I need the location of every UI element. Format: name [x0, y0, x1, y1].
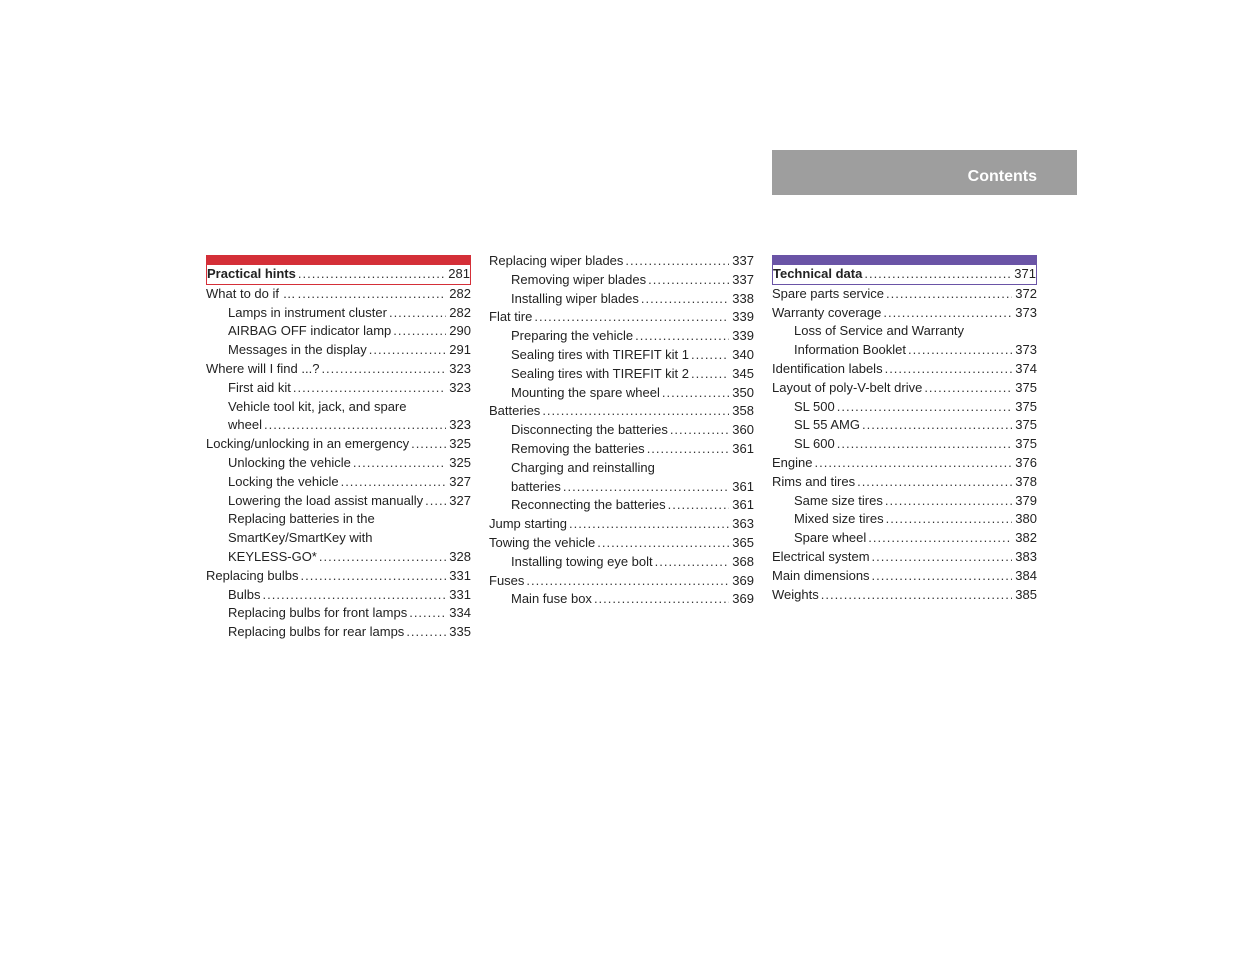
- toc-entry-page: 375: [1015, 417, 1037, 433]
- toc-entry-page: 361: [732, 497, 754, 513]
- toc-entry-title: wheel: [228, 417, 262, 433]
- toc-list: [772, 285, 1037, 605]
- toc-entry-page: 345: [732, 365, 754, 381]
- toc-entry-title: Mounting the spare wheel: [511, 384, 660, 400]
- toc-entry-page: 339: [732, 328, 754, 344]
- toc-list: [489, 252, 754, 609]
- toc-entry[interactable]: [206, 473, 471, 492]
- toc-entry-page: 282: [449, 304, 471, 320]
- dot-leader: [837, 435, 1013, 454]
- toc-entry[interactable]: [206, 492, 471, 511]
- toc-entry-title: Replacing batteries in the: [228, 511, 375, 527]
- toc-entry-page: 334: [449, 605, 471, 621]
- toc-entry-title: Sealing tires with TIREFIT kit 1: [511, 346, 689, 362]
- toc-entry-page: 383: [1015, 548, 1037, 564]
- toc-entry-title: SL 500: [794, 398, 835, 414]
- toc-entry-page: 338: [732, 290, 754, 306]
- toc-entry-page: 323: [449, 417, 471, 433]
- dot-leader: [868, 529, 1012, 548]
- toc-entry[interactable]: [489, 515, 754, 534]
- toc-entry-title: Replacing bulbs: [206, 567, 299, 583]
- toc-entry[interactable]: [489, 572, 754, 591]
- toc-entry-title: Messages in the display: [228, 342, 367, 358]
- dot-leader: [655, 553, 730, 572]
- dot-leader: [542, 402, 729, 421]
- dot-leader: [668, 496, 730, 515]
- toc-entry-page: 375: [1015, 436, 1037, 452]
- toc-entry[interactable]: [489, 496, 754, 515]
- dot-leader: [321, 360, 446, 379]
- toc-entry-title: Bulbs: [228, 586, 261, 602]
- section-title: Practical hints: [207, 266, 296, 281]
- toc-entry-title: Fuses: [489, 572, 525, 588]
- toc-entry[interactable]: [489, 271, 754, 290]
- dot-leader: [864, 265, 1011, 284]
- toc-entry-page: 323: [449, 379, 471, 395]
- toc-entry[interactable]: [206, 435, 471, 454]
- toc-entry[interactable]: [206, 322, 471, 341]
- dot-leader: [662, 384, 729, 403]
- toc-entry-title: Installing towing eye bolt: [511, 553, 653, 569]
- toc-entry[interactable]: [772, 322, 1037, 341]
- toc-entry-title: Removing wiper blades: [511, 271, 647, 287]
- toc-entry-page: 375: [1015, 379, 1037, 395]
- toc-entry-title: batteries: [511, 478, 561, 494]
- dot-leader: [293, 379, 446, 398]
- toc-entry[interactable]: [772, 529, 1037, 548]
- toc-entry-page: 350: [732, 384, 754, 400]
- toc-entry-page: 337: [732, 253, 754, 268]
- section-color-bar-practical-hints: [206, 255, 471, 265]
- toc-entry-title: Warranty coverage: [772, 304, 882, 320]
- toc-entry-title: Loss of Service and Warranty: [794, 323, 965, 339]
- toc-entry-title: Batteries: [489, 403, 541, 419]
- toc-entry[interactable]: [489, 534, 754, 553]
- dot-leader: [908, 341, 1012, 360]
- toc-entry-page: 373: [1015, 304, 1037, 320]
- toc-entry-title: Vehicle tool kit, jack, and spare: [228, 398, 407, 414]
- dot-leader: [872, 567, 1013, 586]
- toc-entry-title: First aid kit: [228, 379, 291, 395]
- dot-leader: [597, 534, 729, 553]
- dot-leader: [594, 590, 729, 609]
- contents-header-tab: [772, 150, 1077, 195]
- toc-entry-title: Electrical system: [772, 548, 870, 564]
- dot-leader: [648, 271, 729, 290]
- section-heading-technical-data[interactable]: [772, 265, 1037, 285]
- toc-entry-page: 369: [732, 591, 754, 607]
- dot-leader: [886, 510, 1013, 529]
- dot-leader: [821, 586, 1013, 605]
- toc-entry[interactable]: [489, 478, 754, 497]
- toc-entry[interactable]: [206, 510, 471, 529]
- toc-entry[interactable]: [489, 327, 754, 346]
- toc-entry[interactable]: [772, 567, 1037, 586]
- toc-entry-page: 360: [732, 422, 754, 438]
- dot-leader: [409, 604, 446, 623]
- toc-entry[interactable]: [489, 365, 754, 384]
- toc-entry[interactable]: [206, 398, 471, 417]
- toc-entry[interactable]: [489, 290, 754, 309]
- toc-entry-page: 378: [1015, 473, 1037, 489]
- toc-entry-title: Identification labels: [772, 360, 883, 376]
- toc-entry-page: 290: [449, 323, 471, 339]
- toc-entry-page: 331: [449, 567, 471, 583]
- dot-leader: [263, 586, 447, 605]
- toc-entry-title: Towing the vehicle: [489, 534, 596, 550]
- toc-entry[interactable]: [489, 440, 754, 459]
- dot-leader: [924, 379, 1012, 398]
- toc-entry-title: Main fuse box: [511, 591, 592, 607]
- dot-leader: [369, 341, 447, 360]
- dot-leader: [885, 360, 1013, 379]
- dot-leader: [883, 304, 1012, 323]
- toc-entry[interactable]: [489, 590, 754, 609]
- toc-entry-page: 375: [1015, 398, 1037, 414]
- dot-leader: [534, 308, 729, 327]
- toc-entry[interactable]: [206, 379, 471, 398]
- section-heading-practical-hints[interactable]: [206, 265, 471, 285]
- toc-entry-page: 373: [1015, 342, 1037, 358]
- toc-entry-title: Rims and tires: [772, 473, 856, 489]
- toc-entry[interactable]: [206, 416, 471, 435]
- toc-entry[interactable]: [489, 252, 754, 271]
- dot-leader: [814, 454, 1012, 473]
- dot-leader: [635, 327, 729, 346]
- toc-entry-page: 369: [732, 572, 754, 588]
- toc-entry-title: Mixed size tires: [794, 511, 884, 527]
- toc-entry-title: Replacing wiper blades: [489, 253, 624, 268]
- toc-entry-title: Engine: [772, 454, 813, 470]
- dot-leader: [341, 473, 447, 492]
- toc-entry[interactable]: [206, 567, 471, 586]
- dot-leader: [641, 290, 729, 309]
- toc-entry[interactable]: [772, 304, 1037, 323]
- dot-leader: [319, 548, 446, 567]
- toc-entry[interactable]: [772, 435, 1037, 454]
- dot-leader: [691, 346, 729, 365]
- toc-entry[interactable]: [772, 548, 1037, 567]
- toc-entry-title: SmartKey/SmartKey with: [228, 530, 373, 546]
- dot-leader: [526, 572, 729, 591]
- toc-entry-title: Sealing tires with TIREFIT kit 2: [511, 365, 689, 381]
- section-page: 281: [448, 266, 470, 281]
- dot-leader: [885, 492, 1012, 511]
- section-color-bar-technical-data: [772, 255, 1037, 265]
- toc-entry[interactable]: [206, 586, 471, 605]
- toc-entry[interactable]: [489, 459, 754, 478]
- toc-entry-page: 365: [732, 534, 754, 550]
- section-title: Technical data: [773, 266, 863, 281]
- toc-entry-title: Locking/unlocking in an emergency: [206, 436, 410, 452]
- toc-entry-page: 325: [449, 436, 471, 452]
- toc-entry-title: Lamps in instrument cluster: [228, 304, 387, 320]
- toc-entry-title: Preparing the vehicle: [511, 328, 634, 344]
- dot-leader: [625, 252, 729, 271]
- dot-leader: [569, 515, 729, 534]
- toc-entry[interactable]: [206, 341, 471, 360]
- toc-entry-page: 340: [732, 346, 754, 362]
- dot-leader: [647, 440, 730, 459]
- toc-entry[interactable]: [206, 529, 471, 548]
- toc-entry-page: 363: [732, 516, 754, 532]
- toc-entry[interactable]: [206, 304, 471, 323]
- dot-leader: [425, 492, 446, 511]
- toc-entry[interactable]: [772, 285, 1037, 304]
- toc-entry[interactable]: [772, 510, 1037, 529]
- toc-entry[interactable]: [489, 421, 754, 440]
- toc-entry-page: 361: [732, 478, 754, 494]
- toc-entry-title: Locking the vehicle: [228, 473, 339, 489]
- toc-entry-page: 368: [732, 553, 754, 569]
- dot-leader: [670, 421, 729, 440]
- toc-entry-title: SL 600: [794, 436, 835, 452]
- toc-entry[interactable]: [489, 308, 754, 327]
- toc-entry-title: Installing wiper blades: [511, 290, 639, 306]
- dot-leader: [406, 623, 446, 642]
- toc-entry-title: Lowering the load assist manually: [228, 492, 424, 508]
- dot-leader: [862, 416, 1012, 435]
- toc-entry[interactable]: [489, 553, 754, 572]
- toc-entry-page: 328: [449, 548, 471, 564]
- toc-entry-title: Disconnecting the batteries: [511, 422, 668, 438]
- dot-leader: [393, 322, 446, 341]
- toc-entry-title: Replacing bulbs for rear lamps: [228, 624, 405, 640]
- toc-entry[interactable]: [206, 548, 471, 567]
- toc-entry-title: AIRBAG OFF indicator lamp: [228, 323, 392, 339]
- toc-entry[interactable]: [772, 341, 1037, 360]
- dot-leader: [872, 548, 1013, 567]
- toc-entry-page: 379: [1015, 492, 1037, 508]
- toc-entry-title: Where will I find ...?: [206, 360, 320, 376]
- toc-entry-title: Replacing bulbs for front lamps: [228, 605, 408, 621]
- toc-entry-page: 327: [449, 473, 471, 489]
- dot-leader: [886, 285, 1012, 304]
- toc-entry-title: Weights: [772, 586, 819, 602]
- toc-entry-page: 374: [1015, 360, 1037, 376]
- toc-entry-title: Reconnecting the batteries: [511, 497, 666, 513]
- toc-entry-title: Charging and reinstalling: [511, 459, 655, 475]
- toc-entry[interactable]: [206, 604, 471, 623]
- toc-entry-page: 385: [1015, 586, 1037, 602]
- toc-entry[interactable]: [772, 416, 1037, 435]
- dot-leader: [691, 365, 729, 384]
- toc-entry[interactable]: [206, 285, 471, 304]
- toc-entry-title: Flat tire: [489, 309, 533, 325]
- toc-entry-title: What to do if …: [206, 285, 296, 301]
- toc-entry-title: Spare parts service: [772, 285, 884, 301]
- toc-entry[interactable]: [489, 402, 754, 421]
- toc-entry[interactable]: [772, 454, 1037, 473]
- toc-entry-page: 335: [449, 624, 471, 640]
- toc-entry-page: 384: [1015, 567, 1037, 583]
- toc-entry-title: Layout of poly-V-belt drive: [772, 379, 923, 395]
- toc-entry-page: 339: [732, 309, 754, 325]
- toc-entry[interactable]: [772, 473, 1037, 492]
- toc-entry-title: Jump starting: [489, 516, 568, 532]
- toc-entry[interactable]: [489, 346, 754, 365]
- toc-entry-title: Information Booklet: [794, 342, 907, 358]
- toc-entry-page: 327: [449, 492, 471, 508]
- toc-entry-page: 282: [449, 285, 471, 301]
- dot-leader: [298, 265, 445, 284]
- toc-entry[interactable]: [772, 379, 1037, 398]
- toc-entry-page: 331: [449, 586, 471, 602]
- page-title: Contents: [967, 168, 1037, 185]
- dot-leader: [301, 567, 447, 586]
- toc-entry[interactable]: [206, 454, 471, 473]
- toc-entry-title: Spare wheel: [794, 530, 867, 546]
- toc-entry-title: Same size tires: [794, 492, 883, 508]
- toc-column-2: [489, 252, 754, 609]
- toc-entry-page: 291: [449, 342, 471, 358]
- toc-entry-page: 372: [1015, 285, 1037, 301]
- dot-leader: [857, 473, 1012, 492]
- toc-entry-title: KEYLESS-GO*: [228, 548, 317, 564]
- toc-entry-page: 323: [449, 360, 471, 376]
- toc-entry-page: 380: [1015, 511, 1037, 527]
- dot-leader: [264, 416, 446, 435]
- toc-entry-title: SL 55 AMG: [794, 417, 860, 433]
- toc-entry-page: 376: [1015, 454, 1037, 470]
- dot-leader: [353, 454, 446, 473]
- dot-leader: [411, 435, 446, 454]
- toc-entry[interactable]: [772, 398, 1037, 417]
- section-page: 371: [1014, 266, 1036, 281]
- toc-entry-page: 382: [1015, 530, 1037, 546]
- toc-entry[interactable]: [772, 586, 1037, 605]
- toc-entry[interactable]: [206, 360, 471, 379]
- toc-list: [206, 285, 471, 642]
- toc-entry-page: 337: [732, 271, 754, 287]
- dot-leader: [563, 478, 729, 497]
- toc-entry-title: Unlocking the vehicle: [228, 454, 351, 470]
- toc-entry[interactable]: [772, 492, 1037, 511]
- toc-entry[interactable]: [206, 623, 471, 642]
- dot-leader: [298, 285, 447, 304]
- dot-leader: [837, 398, 1013, 417]
- toc-column-1: [206, 252, 471, 642]
- toc-entry[interactable]: [772, 360, 1037, 379]
- dot-leader: [389, 304, 446, 323]
- toc-entry-page: 361: [732, 440, 754, 456]
- toc-entry-page: 325: [449, 454, 471, 470]
- toc-entry-page: 358: [732, 403, 754, 419]
- toc-entry-title: Main dimensions: [772, 567, 870, 583]
- toc-entry-title: Removing the batteries: [511, 440, 645, 456]
- toc-entry[interactable]: [489, 384, 754, 403]
- toc-column-3: [772, 252, 1037, 604]
